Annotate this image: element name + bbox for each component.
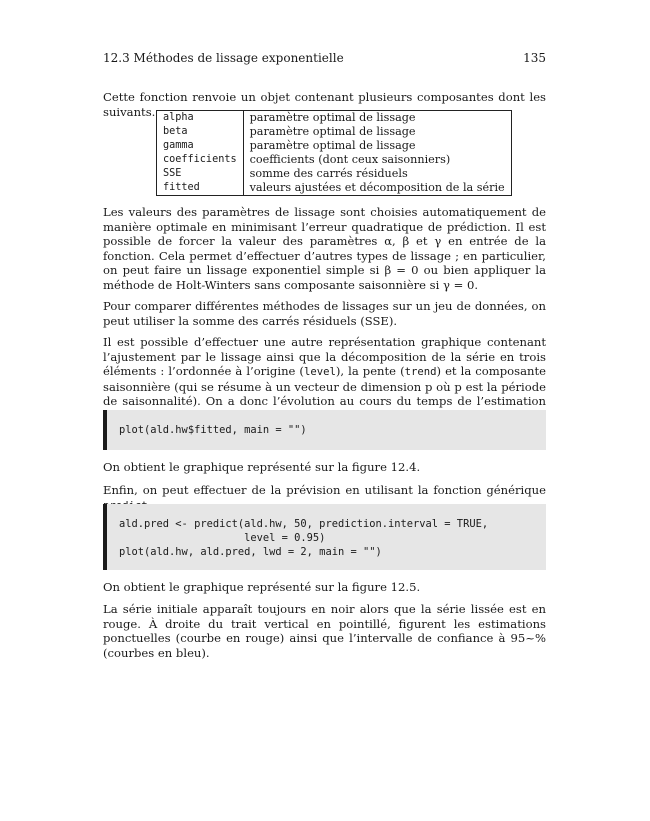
component-description: paramètre optimal de lissage [249,139,416,152]
component-description: paramètre optimal de lissage [249,125,416,138]
component-name: gamma [157,139,244,153]
inline-code-trend: trend [404,366,437,378]
paragraph-colors: La série initiale apparaît toujours en noir alors que la série lissée est en rouge. À droite du trait vertical en pointillé, figurent les estimations ponctuelles (courbe en rouge) ainsi que l’intervalle de confiance à 95~% (courbes en bleu). [103,602,546,660]
component-description: coefficients (dont ceux saisonniers) [249,153,451,166]
table-row [157,167,512,181]
component-description: valeurs ajustées et décomposition de la série [249,181,505,194]
inline-code-level: level [303,366,336,378]
code-line: plot(ald.hw$fitted, main = "") [119,424,307,436]
component-name: coefficients [157,153,244,167]
code-line: ald.pred <- predict(ald.hw, 50, prediction.interval = TRUE, [119,518,489,530]
section-title: 12.3 Méthodes de lissage exponentielle [103,51,344,65]
running-header [103,51,546,65]
table-row [157,153,512,167]
components-table [156,110,512,196]
code-block-predict [103,504,546,570]
page-number: 135 [523,51,546,65]
paragraph-figure-12-4: On obtient le graphique représenté sur la figure 12.4. [103,460,421,474]
paragraph-figure-12-5: On obtient le graphique représenté sur la figure 12.5. [103,580,421,594]
paragraph-decomposition: Il est possible d’effectuer une autre représentation graphique contenant l’ajustement par le lissage ainsi que la décomposition de la série en trois éléments : l’ordonnée à l’origine (level), la pente (trend) et la composante saisonnière (qui se résume à un vecteur de dimension p où p est la période de saisonnalité). On a donc l’évolution au cours du temps de l’estimation [103,335,547,408]
table-row [157,125,512,139]
code-line: level = 0.95) [119,532,326,544]
code-block-plot-fitted [103,410,546,450]
component-description: paramètre optimal de lissage [249,111,416,124]
component-name: alpha [157,111,244,126]
code-line: plot(ald.hw, ald.pred, lwd = 2, main = "") [119,546,382,558]
intro-paragraph: Cette fonction renvoie un objet contenant plusieurs composantes dont les suivants. [103,90,546,119]
component-description: somme des carrés résiduels [249,167,408,180]
paragraph-predict: Enfin, on peut effectuer de la prévision en utilisant la fonction générique [103,483,546,513]
table-row [157,181,512,196]
component-name: fitted [157,181,244,196]
paragraph-sse: Pour comparer différentes méthodes de lissages sur un jeu de données, on peut utiliser la somme des carrés résiduels (SSE). [103,299,546,328]
table-row [157,111,512,126]
component-name: SSE [157,167,244,181]
paragraph-parameters: Les valeurs des paramètres de lissage sont choisies automatiquement de manière optimale en minimisant l’erreur quadratique de prédiction. Il est possible de forcer la valeur des paramètres α, β et γ en entrée de la fonction. Cela permet d’effectuer d’autres types de lissage ; en particulier, on peut faire un lissage exponentiel simple si β = 0 ou bien appliquer la méthode de Holt-Winters sans composante saisonnière si γ = 0. [103,205,546,292]
component-name: beta [157,125,244,139]
table-row [157,139,512,153]
